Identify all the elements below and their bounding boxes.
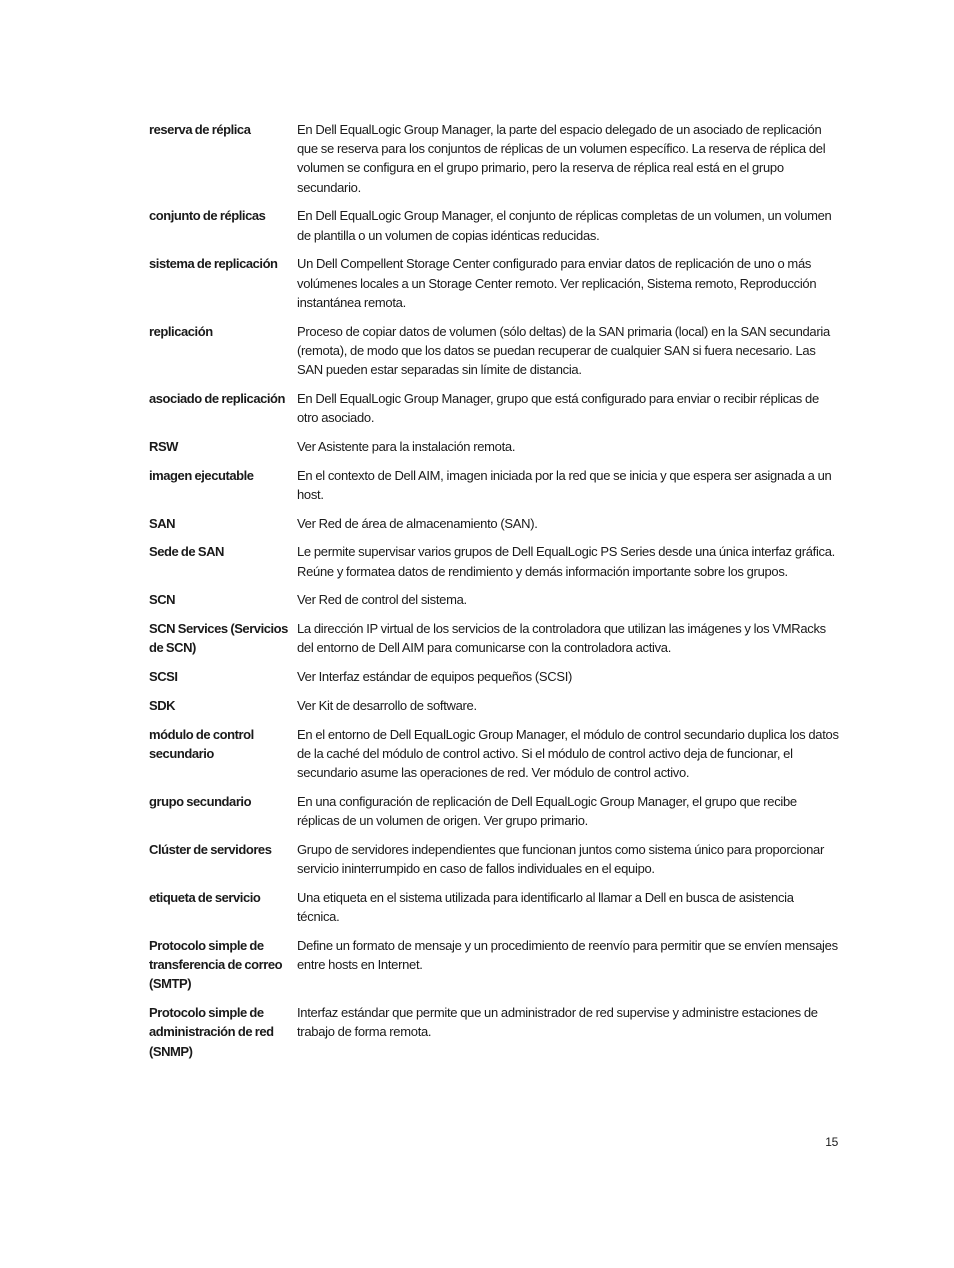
glossary-term: SAN bbox=[149, 515, 176, 531]
glossary-definition: Interfaz estándar que permite que un administrador de red supervise y administre estaciones de trabajo de forma remota. bbox=[297, 1005, 818, 1040]
glossary-entry bbox=[149, 936, 839, 994]
glossary-entry bbox=[149, 206, 839, 244]
glossary-entry bbox=[149, 254, 839, 312]
glossary-definition: En Dell EqualLogic Group Manager, la parte del espacio delegado de un asociado de replicación que se reserva para los conjuntos de réplicas de un volumen específico. La reserva de réplica del volumen se configura en el grupo primario, pero la reserva de réplica real está en el grupo secundario. bbox=[297, 122, 826, 195]
glossary-definition: En Dell EqualLogic Group Manager, el conjunto de réplicas completas de un volumen, un volumen de plantilla o un volumen de copias idénticas reducidas. bbox=[297, 208, 832, 243]
glossary-entry bbox=[149, 389, 839, 427]
glossary-term: replicación bbox=[149, 323, 213, 339]
glossary-definition: En el contexto de Dell AIM, imagen iniciada por la red que se inicia y que espera ser asignada a un host. bbox=[297, 467, 832, 502]
glossary-definition: En el entorno de Dell EqualLogic Group Manager, el módulo de control secundario duplica los datos de la caché del módulo de control activo. Si el módulo de control activo deja de funcionar, el secundario asume las operaciones de red. Ver módulo de control activo. bbox=[297, 726, 839, 781]
glossary-term: Protocolo simple de administración de red (SNMP) bbox=[149, 1005, 274, 1059]
glossary-term: Protocolo simple de transferencia de correo (SMTP) bbox=[149, 938, 283, 992]
glossary-entry bbox=[149, 590, 839, 609]
glossary-definition: Ver Red de control del sistema. bbox=[297, 592, 467, 608]
glossary-definition: Ver Asistente para la instalación remota. bbox=[297, 438, 516, 454]
glossary-entry bbox=[149, 322, 839, 380]
glossary-term: etiqueta de servicio bbox=[149, 890, 261, 905]
glossary-definition: Ver Kit de desarrollo de software. bbox=[297, 698, 477, 713]
glossary-entry bbox=[149, 696, 839, 715]
glossary-entry bbox=[149, 667, 839, 686]
glossary-definition: Ver Red de área de almacenamiento (SAN). bbox=[297, 515, 538, 531]
glossary-entry bbox=[149, 1003, 839, 1061]
glossary-entry bbox=[149, 888, 839, 926]
glossary-definition: Le permite supervisar varios grupos de Dell EqualLogic PS Series desde una única interfaz gráfica. Reúne y formatea datos de rendimiento y demás información importante sobre los grupos. bbox=[297, 544, 835, 579]
glossary-definition: Grupo de servidores independientes que funcionan juntos como sistema único para proporcionar servicio ininterrumpido en caso de fallos individuales en el equipo. bbox=[297, 842, 824, 877]
glossary-entry bbox=[149, 840, 839, 878]
glossary-term: conjunto de réplicas bbox=[149, 208, 266, 224]
glossary-term: reserva de réplica bbox=[149, 122, 251, 137]
glossary-definition: La dirección IP virtual de los servicios de la controladora que utilizan las imágenes y los VMRacks del entorno de Dell AIM para comunicarse con la controladora activa. bbox=[297, 621, 826, 656]
glossary-term: imagen ejecutable bbox=[149, 467, 254, 483]
glossary-term: SCN bbox=[149, 592, 176, 608]
glossary-entry bbox=[149, 792, 839, 830]
glossary-entry bbox=[149, 120, 839, 197]
glossary-term: grupo secundario bbox=[149, 794, 252, 809]
glossary-term: RSW bbox=[149, 438, 178, 454]
glossary-entry bbox=[149, 542, 839, 580]
glossary-term: sistema de replicación bbox=[149, 256, 278, 272]
glossary-definition: Una etiqueta en el sistema utilizada para identificarlo al llamar a Dell en busca de asistencia técnica. bbox=[297, 890, 794, 925]
glossary-term: Clúster de servidores bbox=[149, 842, 272, 857]
glossary-entry bbox=[149, 619, 839, 657]
glossary-entry bbox=[149, 725, 839, 783]
page-number: 15 bbox=[825, 1135, 838, 1149]
glossary-definition: Proceso de copiar datos de volumen (sólo deltas) de la SAN primaria (local) en la SAN secundaria (remota), de modo que los datos se puedan recuperar de cualquier SAN si fuera necesario. Las SAN pueden estar separadas sin límite de distancia. bbox=[297, 323, 830, 378]
glossary-term: asociado de replicación bbox=[149, 390, 286, 406]
glossary-term: módulo de control secundario bbox=[149, 726, 254, 761]
glossary-definition: Ver Interfaz estándar de equipos pequeños (SCSI) bbox=[297, 669, 573, 685]
glossary-term: Sede de SAN bbox=[149, 544, 224, 560]
glossary-entry bbox=[149, 466, 839, 504]
glossary-definition: En una configuración de replicación de Dell EqualLogic Group Manager, el grupo que recibe réplicas de un volumen de origen. Ver grupo primario. bbox=[297, 794, 797, 829]
glossary-definition: Define un formato de mensaje y un procedimiento de reenvío para permitir que se envíen mensajes entre hosts en Internet. bbox=[297, 938, 838, 973]
glossary-entry bbox=[149, 514, 839, 533]
glossary-term: SCN Services (Servicios de SCN) bbox=[149, 621, 288, 656]
glossary-list bbox=[149, 120, 839, 1070]
glossary-definition: En Dell EqualLogic Group Manager, grupo que está configurado para enviar o recibir réplicas de otro asociado. bbox=[297, 390, 819, 426]
glossary-definition: Un Dell Compellent Storage Center configurado para enviar datos de replicación de uno o más volúmenes locales a un Storage Center remoto. Ver replicación, Sistema remoto, Reproducción instantánea remota. bbox=[297, 256, 817, 310]
glossary-entry bbox=[149, 437, 839, 456]
glossary-term: SDK bbox=[149, 698, 176, 713]
glossary-term: SCSI bbox=[149, 669, 178, 685]
